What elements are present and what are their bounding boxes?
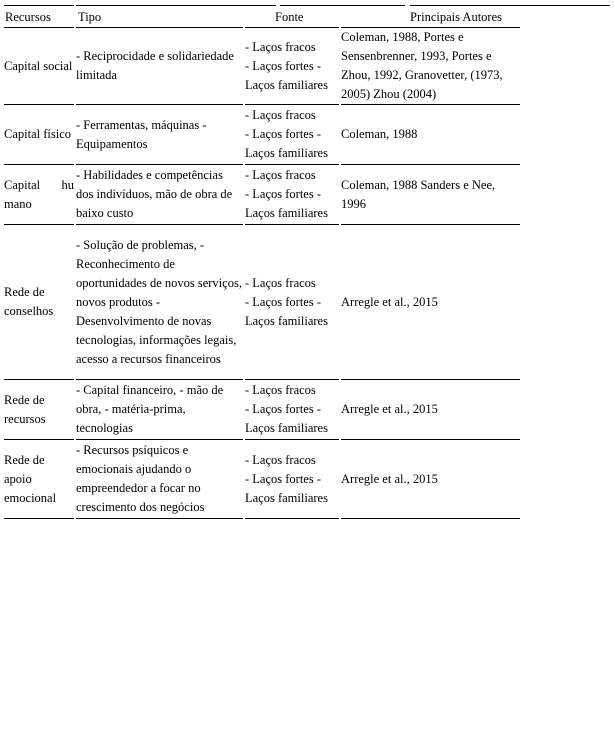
cell-fonte [245,380,339,440]
cell-autores [341,440,520,519]
cell-recurso-text: Rede de recursos [4,392,46,426]
top-rule-segment [280,5,405,6]
fonte-line: Laços familiares [245,313,328,328]
cell-recurso [4,165,74,225]
cell-recurso [4,105,74,165]
cell-autores [341,380,520,440]
cell-recurso-text: Capital hu mano [4,177,74,211]
fonte-line: - Laços fortes - [245,294,322,309]
fonte-line: - Laços fracos [245,108,316,122]
cell-fonte [245,28,339,105]
cell-autores-text: Coleman, 1988 Sanders e Nee, 1996 [341,177,496,211]
cell-autores [341,165,520,225]
fonte-line: - Laços fortes - [245,471,322,486]
cell-recurso-text: Rede de conselhos [4,285,54,318]
cell-fonte [245,165,339,225]
cell-tipo-text: - Ferramentas, máquinas - Equipamentos [76,117,207,151]
top-rule-segment [410,5,610,6]
cell-tipo-text: - Capital financeiro, - mão de obra, - matéria-prima, tecnologias [76,383,224,435]
cell-autores [341,105,520,165]
header-recursos: Recursos [5,10,51,24]
cell-recurso [4,380,74,440]
header-fonte: Fonte [275,10,304,24]
cell-autores [341,28,520,105]
header-autores: Principais Autores [410,10,503,24]
cell-recurso-text: Capital físico [4,127,71,141]
top-rule-segment [76,5,276,6]
fonte-line: - Laços fortes - [245,127,322,141]
table-row [0,105,615,165]
cell-autores-text: Arregle et al., 2015 [341,294,438,309]
cell-recurso [4,28,74,105]
cell-recurso-text: Capital social [4,58,73,73]
fonte-line: - Laços fracos [245,275,316,290]
fonte-line: Laços familiares [245,421,328,435]
table-row [0,225,615,380]
cell-tipo [76,105,243,165]
cell-tipo [76,440,243,519]
cell-tipo [76,28,243,105]
cell-autores [341,225,520,380]
fonte-line: Laços familiares [245,146,328,160]
cell-fonte [245,440,339,519]
cell-fonte [245,105,339,165]
cell-autores-text: Coleman, 1988 [341,127,418,141]
cell-tipo-text: - Habilidades e competências dos indivíduos, mão de obra de baixo custo [76,168,233,220]
fonte-line: - Laços fracos [245,39,316,54]
cell-tipo [76,165,243,225]
cell-tipo [76,380,243,440]
fonte-line: - Laços fracos [245,383,316,397]
table-row [0,440,615,519]
fonte-line: - Laços fracos [245,452,316,467]
table-row [0,165,615,225]
header-tipo: Tipo [78,10,102,24]
fonte-line: Laços familiares [245,206,328,220]
fonte-line: Laços familiares [245,77,328,92]
top-rule-segment [4,5,74,6]
cell-recurso-text: Rede de apoio emocional [4,452,57,505]
cell-tipo [76,225,243,380]
cell-tipo-text: - Recursos psíquicos e emocionais ajudando o empreendedor a focar no crescimento dos negócios [76,443,205,514]
table-row [0,28,615,105]
fonte-line: - Laços fortes - [245,402,322,416]
cell-autores-text: Arregle et al., 2015 [341,471,438,486]
table-row [0,380,615,440]
cell-recurso [4,440,74,519]
cell-autores-text: Coleman, 1988, Portes e Sensenbrenner, 1993, Portes e Zhou, 1992, Granovetter, (1973, 2005) Zhou (2004) [341,30,503,101]
cell-recurso [4,225,74,380]
cell-autores-text: Arregle et al., 2015 [341,402,438,416]
fonte-line: - Laços fracos [245,168,316,182]
cell-fonte [245,225,339,380]
cell-tipo-text: - Reciprocidade e solidariedade limitada [76,49,234,82]
fonte-line: - Laços fortes - [245,58,322,73]
fonte-line: - Laços fortes - [245,187,322,201]
cell-tipo-text: - Solução de problemas, - Reconhecimento de oportunidades de novos serviços, novos produtos - Desenvolvimento de novas tecnologias, informações legais, acesso a recursos financeiros [76,237,242,366]
fonte-line: Laços familiares [245,490,328,505]
